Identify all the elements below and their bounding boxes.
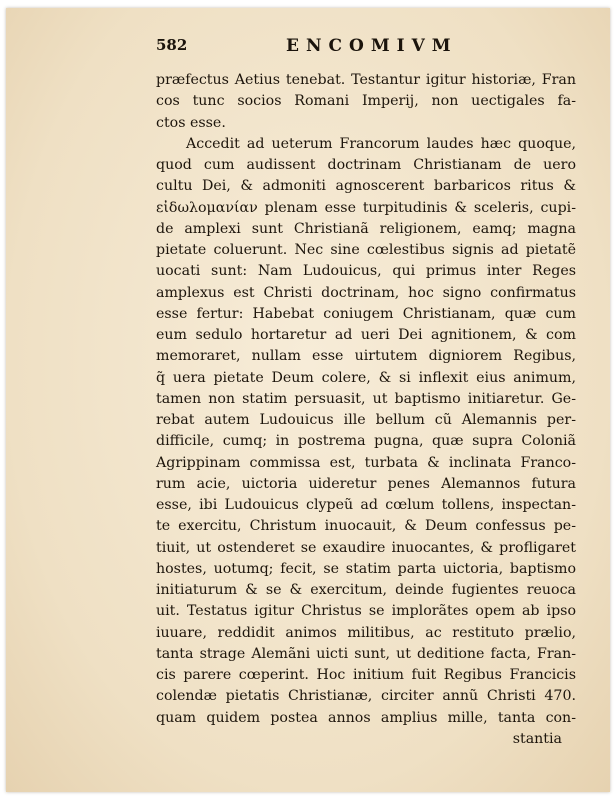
page-number: 582 — [156, 36, 188, 54]
text-line: cis parere cœperint. Hoc initium fuit Regibus Francicis — [156, 667, 576, 683]
text-line: amplexus est Christi doctrinam, hoc signo confirmatus — [156, 284, 576, 301]
text-line: εἰδωλομανίαν plenam esse turpitudinis & sceleris, cupi- — [156, 199, 576, 216]
text-line: quam quidem postea annos amplius mille, tanta con- — [156, 709, 576, 726]
text-line: difficile, cumq; in postrema pugna, quæ supra Coloniã — [156, 433, 576, 450]
text-line: ctos esse. — [156, 114, 226, 131]
book-page — [6, 8, 610, 792]
text-line: iuuare, reddidit animos militibus, ac restituto prælio, — [156, 624, 576, 641]
text-line: Accedit ad ueterum Francorum laudes hæc quoque, — [186, 135, 576, 152]
text-line: hostes, uotumq; fecit, se statim parta uictoria, baptismo — [156, 560, 576, 577]
text-line: esse, ibi Ludouicus clypeũ ad cœlum tollens, inspectan- — [156, 497, 576, 513]
text-line: eum sedulo hortaretur ad ueri Dei agnitionem, & com — [156, 327, 576, 343]
text-line: cultu Dei, & admoniti agnoscerent barbaricos ritus & — [156, 178, 576, 195]
text-line: te exercitu, Christum inuocauit, & Deum confessus pe- — [156, 518, 576, 535]
catchword: stantia — [512, 730, 562, 747]
text-line: esse fertur: Habebat coniugem Christianam, quæ cum — [156, 305, 576, 322]
text-line: tiuit, ut ostenderet se exaudire inuocantes, & profligaret — [156, 539, 576, 556]
text-line: q̃ uera pietate Deum colere, & si inflexit eius animum, — [156, 369, 576, 386]
text-line: tamen non statim persuasit, ut baptismo initiaretur. Ge- — [156, 390, 576, 407]
text-line: colendæ pietatis Christianæ, circiter annũ Christi 470. — [156, 688, 576, 705]
text-line: cos tunc socios Romani Imperij, non uectigales fa- — [156, 93, 576, 110]
text-line: uit. Testatus igitur Christus se implorãtes opem ab ipso — [156, 603, 576, 620]
text-line: rebat autem Ludouicus ille bellum cũ Alemannis per- — [156, 412, 576, 428]
body-text — [156, 70, 576, 750]
text-line: initiaturum & se & exercitum, deinde fugientes reuoca — [156, 582, 576, 598]
text-line: uocati sunt: Nam Ludouicus, qui primus inter Reges — [156, 263, 576, 280]
text-line: rum acie, uictoria uideretur penes Alemannos futura — [156, 475, 576, 492]
text-line: memoraret, nullam esse uirtutem digniorem Regibus, — [156, 348, 576, 365]
text-line: pietate coluerunt. Nec sine cœlestibus signis ad pietatẽ — [156, 242, 576, 258]
text-line: Agrippinam commissa est, turbata & inclinata Franco- — [156, 454, 576, 471]
text-line: tanta strage Alemãni uicti sunt, ut deditione facta, Fran- — [156, 645, 576, 662]
text-line: præfectus Aetius tenebat. Testantur igitur historiæ, Fran — [156, 72, 576, 88]
text-line: de amplexi sunt Christianã religionem, eamq; magna — [156, 220, 576, 237]
text-line: quod cum audissent doctrinam Christianam de uero — [156, 157, 576, 173]
running-head: ENCOMIVM — [286, 36, 458, 56]
